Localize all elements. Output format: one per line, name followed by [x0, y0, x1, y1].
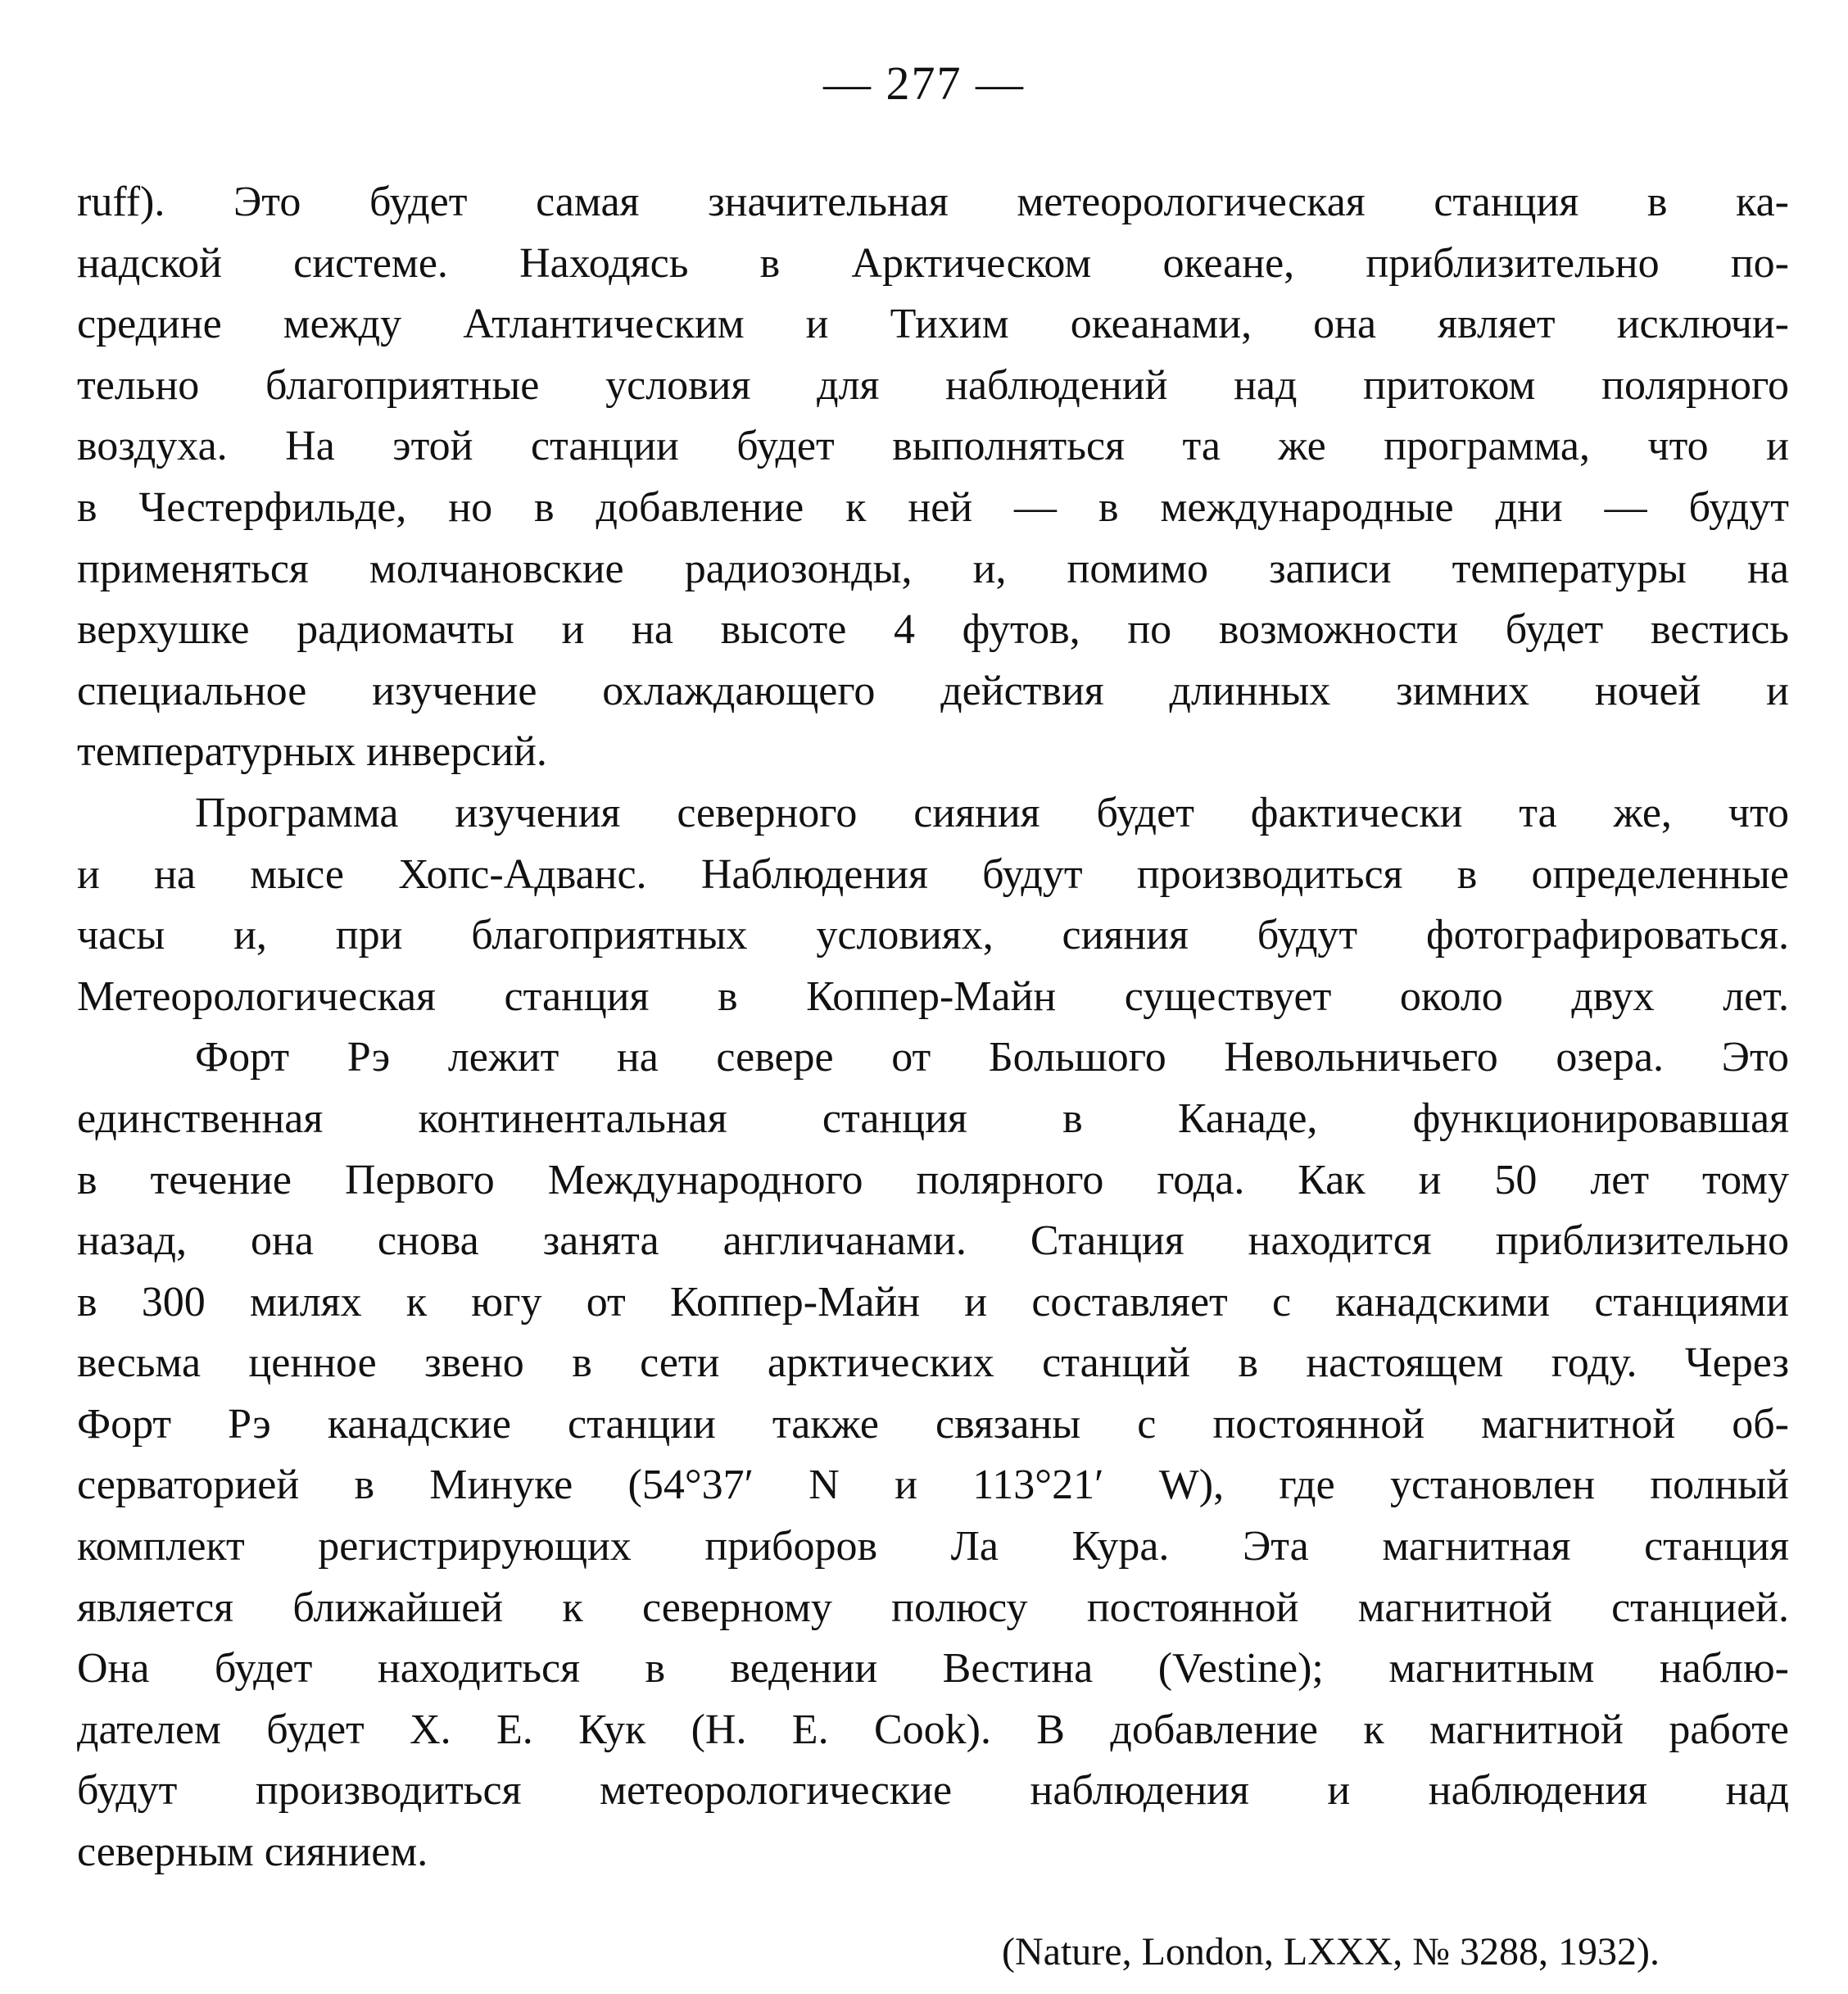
text-line: специальное изучение охлаждающего действия длинных зимних ночей и — [77, 667, 1789, 714]
text-line: ruff). Это будет самая значительная метеорологическая станция в ка- — [77, 179, 1789, 225]
text-line: Метеорологическая станция в Коппер-Майн существует около двух лет. — [77, 972, 1789, 1020]
text-line: Форт Рэ лежит на севере от Большого Невольничьего озера. Это — [195, 1034, 1789, 1081]
text-line: Программа изучения северного сияния будет фактически та же, что — [195, 789, 1789, 836]
text-line: будут производиться метеорологические наблюдения и наблюдения над — [77, 1767, 1789, 1815]
text-line: часы и, при благоприятных условиях, сияния будут фотографироваться. — [77, 912, 1789, 959]
text-line: Она будет находиться в ведении Вестина (Vestine); магнитным наблю- — [77, 1645, 1789, 1693]
text-line: является ближайшей к северному полюсу постоянной магнитной станцией. — [77, 1584, 1789, 1631]
text-line: и на мысе Хопс-Адванс. Наблюдения будут производиться в определенные — [77, 850, 1789, 898]
text-line: серваторией в Минуке (54°37′ N и 113°21′ W), где установлен полный — [77, 1462, 1789, 1509]
text-line: тельно благоприятные условия для наблюдений над притоком полярного — [77, 361, 1789, 409]
text-line: применяться молчановские радиозонды, и, помимо записи температуры на — [77, 545, 1789, 592]
text-line: температурных инверсий. — [77, 728, 547, 776]
text-line: дателем будет Х. Е. Кук (H. E. Cook). В добавление к магнитной работе — [77, 1706, 1789, 1753]
source-citation: (Nature, London, LXXX, № 3288, 1932). — [1002, 1930, 1660, 1974]
page-number: — 277 — — [823, 57, 1025, 110]
paragraph-1 — [77, 172, 1789, 783]
text-line: комплект регистрирующих приборов Ла Кура. Эта магнитная станция — [77, 1523, 1789, 1570]
text-line: в 300 милях к югу от Коппер-Майн и составляет с канадскими станциями — [77, 1278, 1789, 1326]
text-line: весьма ценное звено в сети арктических станций в настоящем году. Через — [77, 1339, 1789, 1387]
text-line: в течение Первого Международного полярного года. Как и 50 лет тому — [77, 1156, 1789, 1203]
text-line: назад, она снова занята англичанами. Станция находится приблизительно — [77, 1217, 1789, 1265]
text-line: надской системе. Находясь в Арктическом океане, приблизительно по- — [77, 239, 1789, 287]
text-line: воздуха. На этой станции будет выполняться та же программа, что и — [77, 423, 1789, 470]
text-line: Форт Рэ канадские станции также связаны с постоянной магнитной об- — [77, 1400, 1789, 1448]
text-line: верхушке радиомачты и на высоте 4 футов, по возможности будет вестись — [77, 606, 1789, 654]
text-line: северным сиянием. — [77, 1829, 428, 1876]
body-text — [77, 172, 1789, 1883]
paragraph-2 — [77, 783, 1789, 1027]
text-line: средине между Атлантическим и Тихим океанами, она являет исключи- — [77, 301, 1789, 348]
paragraph-3 — [77, 1027, 1789, 1883]
text-line: единственная континентальная станция в Канаде, функционировавшая — [77, 1094, 1789, 1142]
text-line: в Честерфильде, но в добавление к ней — в международные дни — будут — [77, 483, 1789, 531]
